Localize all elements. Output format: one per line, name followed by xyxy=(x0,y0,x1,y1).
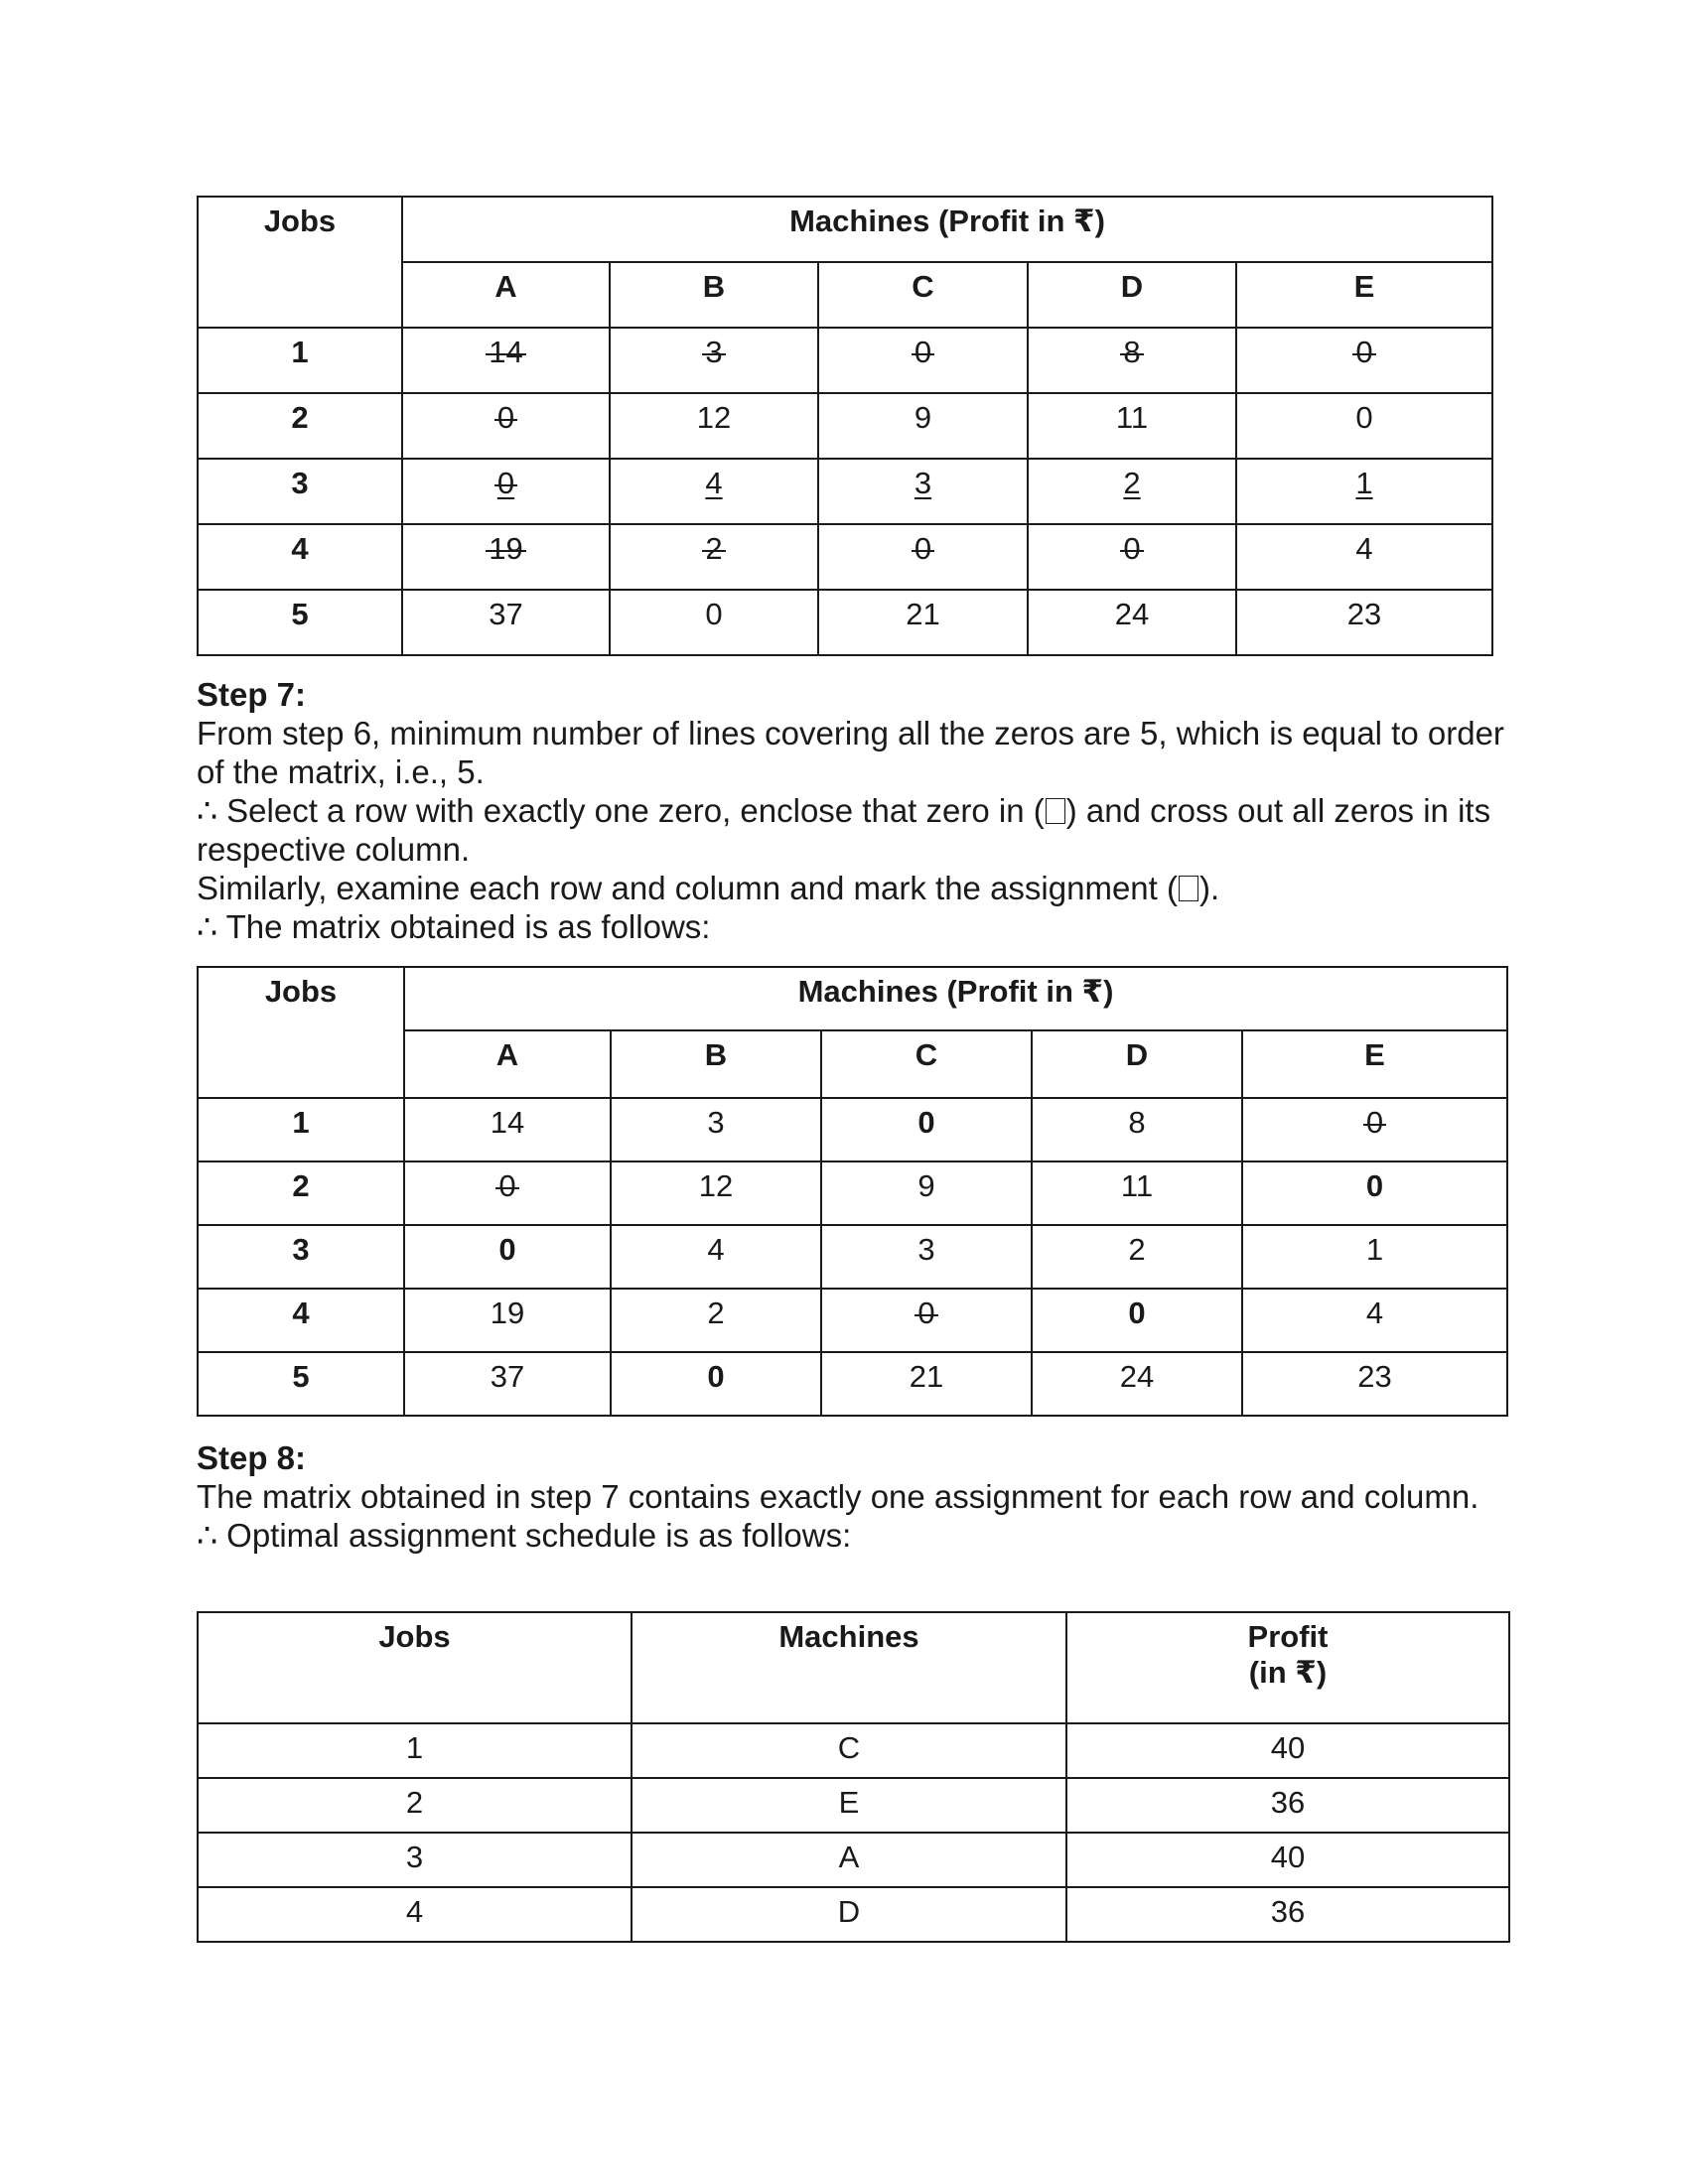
cell-value: 37 xyxy=(489,597,523,631)
step-7-instruction-2: Similarly, examine each row and column and mark the assignment ( ). xyxy=(197,870,1220,906)
machine-cell: D xyxy=(632,1887,1066,1942)
job-cell: 4 xyxy=(198,1887,632,1942)
cell-value: 9 xyxy=(917,1168,935,1203)
step-7-paragraph: From step 6, minimum number of lines covering all the zeros are 5, which is equal to order of the matrix, i.e., 5. xyxy=(197,715,1504,790)
column-header: D xyxy=(1028,262,1236,328)
machine-cell: E xyxy=(632,1778,1066,1833)
cell-value: 3 xyxy=(707,1105,725,1140)
column-header: B xyxy=(611,1030,821,1098)
matrix-cell xyxy=(610,459,818,524)
cell-value: 2 xyxy=(707,1296,725,1330)
job-number: 2 xyxy=(198,393,402,459)
matrix-cell xyxy=(1028,459,1236,524)
profit-header: Profit (in ₹) xyxy=(1066,1612,1509,1723)
matrix-cell xyxy=(821,1098,1032,1161)
cell-value: 0 xyxy=(917,1105,935,1140)
cell-value: 11 xyxy=(1115,400,1149,435)
job-cell: 3 xyxy=(198,1833,632,1887)
cell-value: 0 xyxy=(707,1359,725,1394)
table-row xyxy=(198,1289,1507,1352)
step-8-heading: Step 8: xyxy=(197,1439,307,1476)
machine-cell: A xyxy=(632,1833,1066,1887)
matrix-cell xyxy=(1028,524,1236,590)
column-header: C xyxy=(821,1030,1032,1098)
cell-value: 12 xyxy=(696,400,732,435)
job-number: 2 xyxy=(198,1161,404,1225)
job-number: 5 xyxy=(198,590,402,655)
matrix-cell xyxy=(1236,393,1492,459)
cell-value: 23 xyxy=(1346,597,1382,631)
table-row xyxy=(198,393,1492,459)
cell-value: 14 xyxy=(490,1105,525,1140)
cell-value: 0 xyxy=(1128,1296,1146,1330)
matrix-cell xyxy=(402,393,610,459)
cell-value: 0 xyxy=(1365,1105,1384,1140)
jobs-header: Jobs xyxy=(198,1612,632,1723)
matrix-cell xyxy=(610,524,818,590)
step-7-heading: Step 7: xyxy=(197,676,307,713)
table-row xyxy=(198,1098,1507,1161)
cell-value: 21 xyxy=(909,1359,944,1394)
matrix-cell xyxy=(1236,524,1492,590)
cell-value: 37 xyxy=(490,1359,525,1394)
matrix-cell xyxy=(611,1225,821,1289)
cell-value: 23 xyxy=(1357,1359,1392,1394)
reduced-matrix-table xyxy=(197,196,1493,656)
cell-value: 19 xyxy=(490,1296,525,1330)
matrix-cell xyxy=(610,328,818,393)
job-cell: 1 xyxy=(198,1723,632,1778)
matrix-cell xyxy=(404,1289,611,1352)
matrix-cell xyxy=(821,1225,1032,1289)
table-row xyxy=(198,459,1492,524)
matrix-cell xyxy=(1028,590,1236,655)
step-8-conclusion: ∴ Optimal assignment schedule is as follows: xyxy=(197,1517,852,1554)
matrix-cell xyxy=(1032,1098,1242,1161)
cell-value: 0 xyxy=(917,1296,935,1330)
table-row xyxy=(198,524,1492,590)
cell-value: 14 xyxy=(489,335,523,369)
matrix-cell xyxy=(1028,393,1236,459)
matrix-cell xyxy=(821,1289,1032,1352)
column-header: A xyxy=(404,1030,611,1098)
matrix-cell xyxy=(402,459,610,524)
cell-value: 0 xyxy=(496,466,515,500)
matrix-cell xyxy=(404,1225,611,1289)
column-header: E xyxy=(1236,262,1492,328)
cell-value: 0 xyxy=(1365,1168,1384,1203)
job-number: 5 xyxy=(198,1352,404,1416)
column-header: C xyxy=(818,262,1028,328)
cell-value: 0 xyxy=(705,597,723,631)
profit-cell: 40 xyxy=(1066,1723,1509,1778)
matrix-cell xyxy=(818,590,1028,655)
job-number: 1 xyxy=(198,1098,404,1161)
matrix-cell xyxy=(1028,328,1236,393)
table-row xyxy=(198,1833,1509,1887)
matrix-cell xyxy=(818,328,1028,393)
step-8-section xyxy=(197,1438,1527,1555)
step-7-section xyxy=(197,675,1527,946)
cell-value: 0 xyxy=(1123,531,1141,566)
profit-cell: 36 xyxy=(1066,1887,1509,1942)
profit-cell: 40 xyxy=(1066,1833,1509,1887)
matrix-cell xyxy=(611,1289,821,1352)
cell-value: 3 xyxy=(705,335,723,369)
matrix-cell xyxy=(1242,1161,1507,1225)
cell-value: 1 xyxy=(1365,1232,1384,1267)
matrix-cell xyxy=(1242,1289,1507,1352)
matrix-cell xyxy=(611,1098,821,1161)
job-number: 3 xyxy=(198,1225,404,1289)
table-row xyxy=(198,590,1492,655)
table-row xyxy=(198,1352,1507,1416)
machine-cell: C xyxy=(632,1723,1066,1778)
cell-value: 0 xyxy=(496,400,515,435)
job-number: 4 xyxy=(198,524,402,590)
column-header: E xyxy=(1242,1030,1507,1098)
matrix-cell xyxy=(402,328,610,393)
matrix-cell xyxy=(402,524,610,590)
cell-value: 8 xyxy=(1123,335,1141,369)
table-row xyxy=(198,1778,1509,1833)
table-row xyxy=(198,1887,1509,1942)
cell-value: 24 xyxy=(1119,1359,1155,1394)
cell-value: 19 xyxy=(489,531,523,566)
matrix-cell xyxy=(404,1161,611,1225)
column-header: D xyxy=(1032,1030,1242,1098)
cell-value: 0 xyxy=(1355,335,1373,369)
matrix-cell xyxy=(402,590,610,655)
cell-value: 4 xyxy=(705,466,723,500)
assignment-box-icon xyxy=(1046,798,1065,824)
matrix-cell xyxy=(610,590,818,655)
matrix-cell xyxy=(404,1352,611,1416)
job-number: 4 xyxy=(198,1289,404,1352)
cell-value: 3 xyxy=(914,466,932,500)
table-row xyxy=(198,1225,1507,1289)
assignment-box-icon xyxy=(1179,876,1198,901)
table-row xyxy=(198,328,1492,393)
jobs-header: Jobs xyxy=(198,197,402,328)
cell-value: 9 xyxy=(914,400,932,435)
optimal-schedule-table xyxy=(197,1611,1510,1943)
matrix-cell xyxy=(1236,590,1492,655)
matrix-cell xyxy=(610,393,818,459)
machines-header: Machines xyxy=(632,1612,1066,1723)
column-header: A xyxy=(402,262,610,328)
cell-value: 0 xyxy=(914,531,932,566)
matrix-cell xyxy=(821,1352,1032,1416)
cell-value: 11 xyxy=(1120,1168,1154,1203)
job-number: 3 xyxy=(198,459,402,524)
matrix-cell xyxy=(1032,1161,1242,1225)
matrix-cell xyxy=(611,1161,821,1225)
cell-value: 0 xyxy=(1355,400,1373,435)
machines-header: Machines (Profit in ₹) xyxy=(402,197,1492,262)
cell-value: 4 xyxy=(707,1232,725,1267)
step-7-conclusion: ∴ The matrix obtained is as follows: xyxy=(197,908,711,945)
matrix-cell xyxy=(1242,1225,1507,1289)
assignment-matrix-table xyxy=(197,966,1508,1417)
matrix-cell xyxy=(404,1098,611,1161)
matrix-cell xyxy=(818,524,1028,590)
table-row xyxy=(198,1161,1507,1225)
matrix-cell xyxy=(1242,1098,1507,1161)
cell-value: 1 xyxy=(1355,466,1373,500)
step-8-paragraph: The matrix obtained in step 7 contains exactly one assignment for each row and column. xyxy=(197,1478,1479,1515)
matrix-cell xyxy=(818,393,1028,459)
cell-value: 4 xyxy=(1355,531,1373,566)
matrix-cell xyxy=(1236,459,1492,524)
column-header: B xyxy=(610,262,818,328)
job-cell: 2 xyxy=(198,1778,632,1833)
cell-value: 21 xyxy=(906,597,940,631)
matrix-cell xyxy=(1032,1289,1242,1352)
matrix-cell xyxy=(818,459,1028,524)
table-row xyxy=(198,1723,1509,1778)
job-number: 1 xyxy=(198,328,402,393)
matrix-cell xyxy=(1242,1352,1507,1416)
matrix-cell xyxy=(611,1352,821,1416)
matrix-cell xyxy=(1032,1352,1242,1416)
cell-value: 4 xyxy=(1365,1296,1384,1330)
cell-value: 0 xyxy=(498,1168,516,1203)
matrix-cell xyxy=(1236,328,1492,393)
cell-value: 0 xyxy=(914,335,932,369)
matrix-cell xyxy=(821,1161,1032,1225)
profit-cell: 36 xyxy=(1066,1778,1509,1833)
cell-value: 0 xyxy=(498,1232,516,1267)
machines-header: Machines (Profit in ₹) xyxy=(404,967,1507,1030)
cell-value: 2 xyxy=(1123,466,1141,500)
step-7-instruction: ∴ Select a row with exactly one zero, enclose that zero in ( ) and cross out all zeros in its respective column. xyxy=(197,792,1491,868)
cell-value: 12 xyxy=(698,1168,734,1203)
cell-value: 8 xyxy=(1128,1105,1146,1140)
cell-value: 3 xyxy=(917,1232,935,1267)
matrix-cell xyxy=(1032,1225,1242,1289)
cell-value: 2 xyxy=(1128,1232,1146,1267)
cell-value: 2 xyxy=(705,531,723,566)
jobs-header: Jobs xyxy=(198,967,404,1098)
cell-value: 24 xyxy=(1114,597,1150,631)
